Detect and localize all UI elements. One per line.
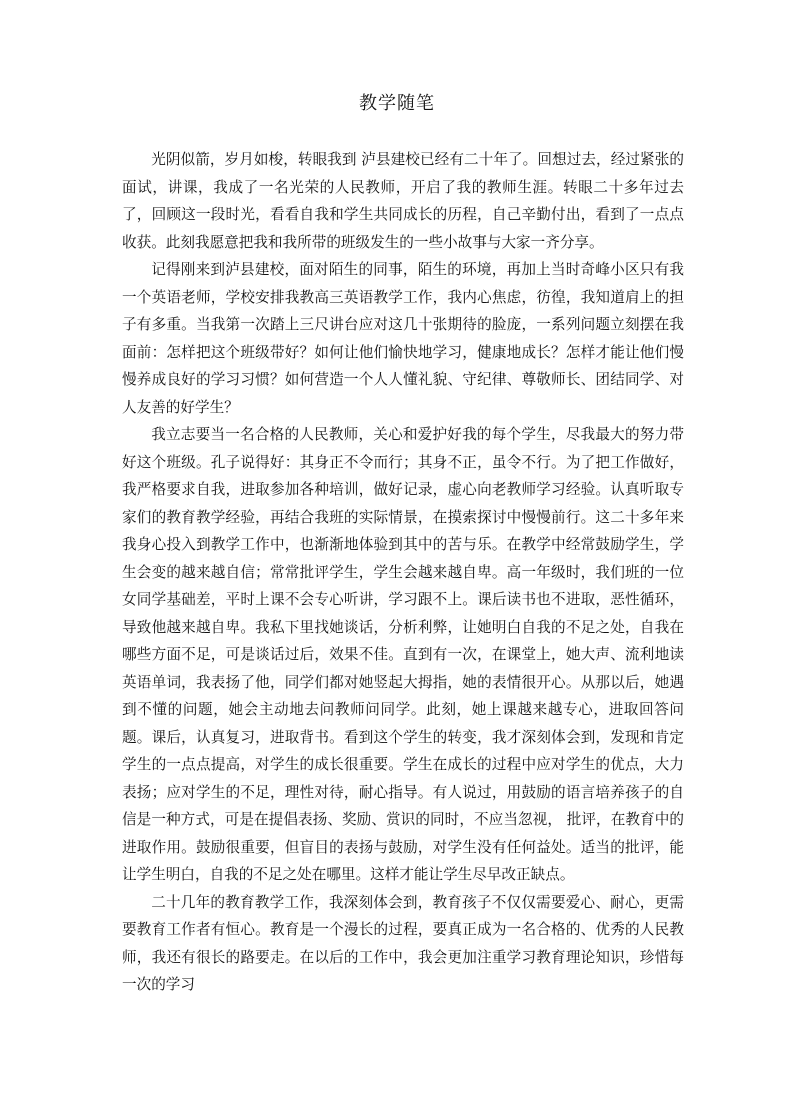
paragraph-1: 光阴似箭，岁月如梭，转眼我到 泸县建校已经有二十年了。回想过去，经过紧张的面试，讲课，我成了一名光荣的人民教师，开启了我的教师生涯。转眼二十多年过去了，回顾这一段时光，看看自我和学生共同成长的历程，自己辛勤付出，看到了一点点收获。此刻我愿意把我和我所带的班级发生的一些小故事与大家一齐分享。 [122,151,684,251]
paragraph-4: 二十几年的教育教学工作，我深刻体会到，教育孩子不仅仅需要爱心、耐心，更需要教育工作者有恒心。教育是一个漫长的过程，要真正成为一名合格的、优秀的人民教师，我还有很长的路要走。在以后的工作中，我会更加注重学习教育理论知识，珍惜每一次的学习 [122,893,684,993]
paragraph-2: 记得刚来到泸县建校，面对陌生的同事，陌生的环境，再加上当时奇峰小区只有我一个英语老师，学校安排我教高三英语教学工作，我内心焦虑，彷徨，我知道肩上的担子有多重。当我第一次踏上三尺讲台应对这几十张期待的脸庞，一系列问题立刻摆在我面前：怎样把这个班级带好？如何让他们愉快地学习，健康地成长？怎样才能让他们慢慢养成良好的学习习惯？如何营造一个人人懂礼貌、守纪律、尊敬师长、团结同学、对人友善的好学生？ [122,261,684,416]
paragraph-3: 我立志要当一名合格的人民教师，关心和爱护好我的每个学生，尽我最大的努力带好这个班级。孔子说得好：其身正不令而行；其身不正，虽令不行。为了把工作做好，我严格要求自我，进取参加各种培训，做好记录，虚心向老教师学习经验。认真听取专家们的教育教学经验，再结合我班的实际情景，在摸索探讨中慢慢前行。这二十多年来我身心投入到教学工作中，也渐渐地体验到其中的苦与乐。在教学中经常鼓励学生，学生会变的越来越自信；常常批评学生，学生会越来越自卑。高一年级时，我们班的一位女同学基础差，平时上课不会专心听讲，学习跟不上。课后读书也不进取，恶性循环，导致他越来越自卑。我私下里找她谈话，分析利弊，让她明白自我的不足之处，自我在哪些方面不足，可是谈话过后，效果不佳。直到有一次，在课堂上，她大声、流利地读英语单词，我表扬了他，同学们都对她竖起大拇指，她的表情很开心。从那以后，她遇到不懂的问题，她会主动地去问教师问同学。此刻，她上课越来越专心，进取回答问题。课后，认真复习，进取背书。看到这个学生的转变，我才深刻体会到，发现和肯定学生的一点点提高，对学生的成长很重要。学生在成长的过程中应对学生的优点，大力表扬；应对学生的不足，理性对待，耐心指导。有人说过，用鼓励的语言培养孩子的自信是一种方式，可是在提倡表扬、奖励、赏识的同时，不应当忽视， 批评，在教育中的进取作用。鼓励很重要，但盲目的表扬与鼓励，对学生没有任何益处。适当的批评，能让学生明白，自我的不足之处在哪里。这样才能让学生尽早改正缺点。 [122,426,684,883]
document-title: 教学随笔 [359,93,435,114]
document-body [122,146,684,999]
